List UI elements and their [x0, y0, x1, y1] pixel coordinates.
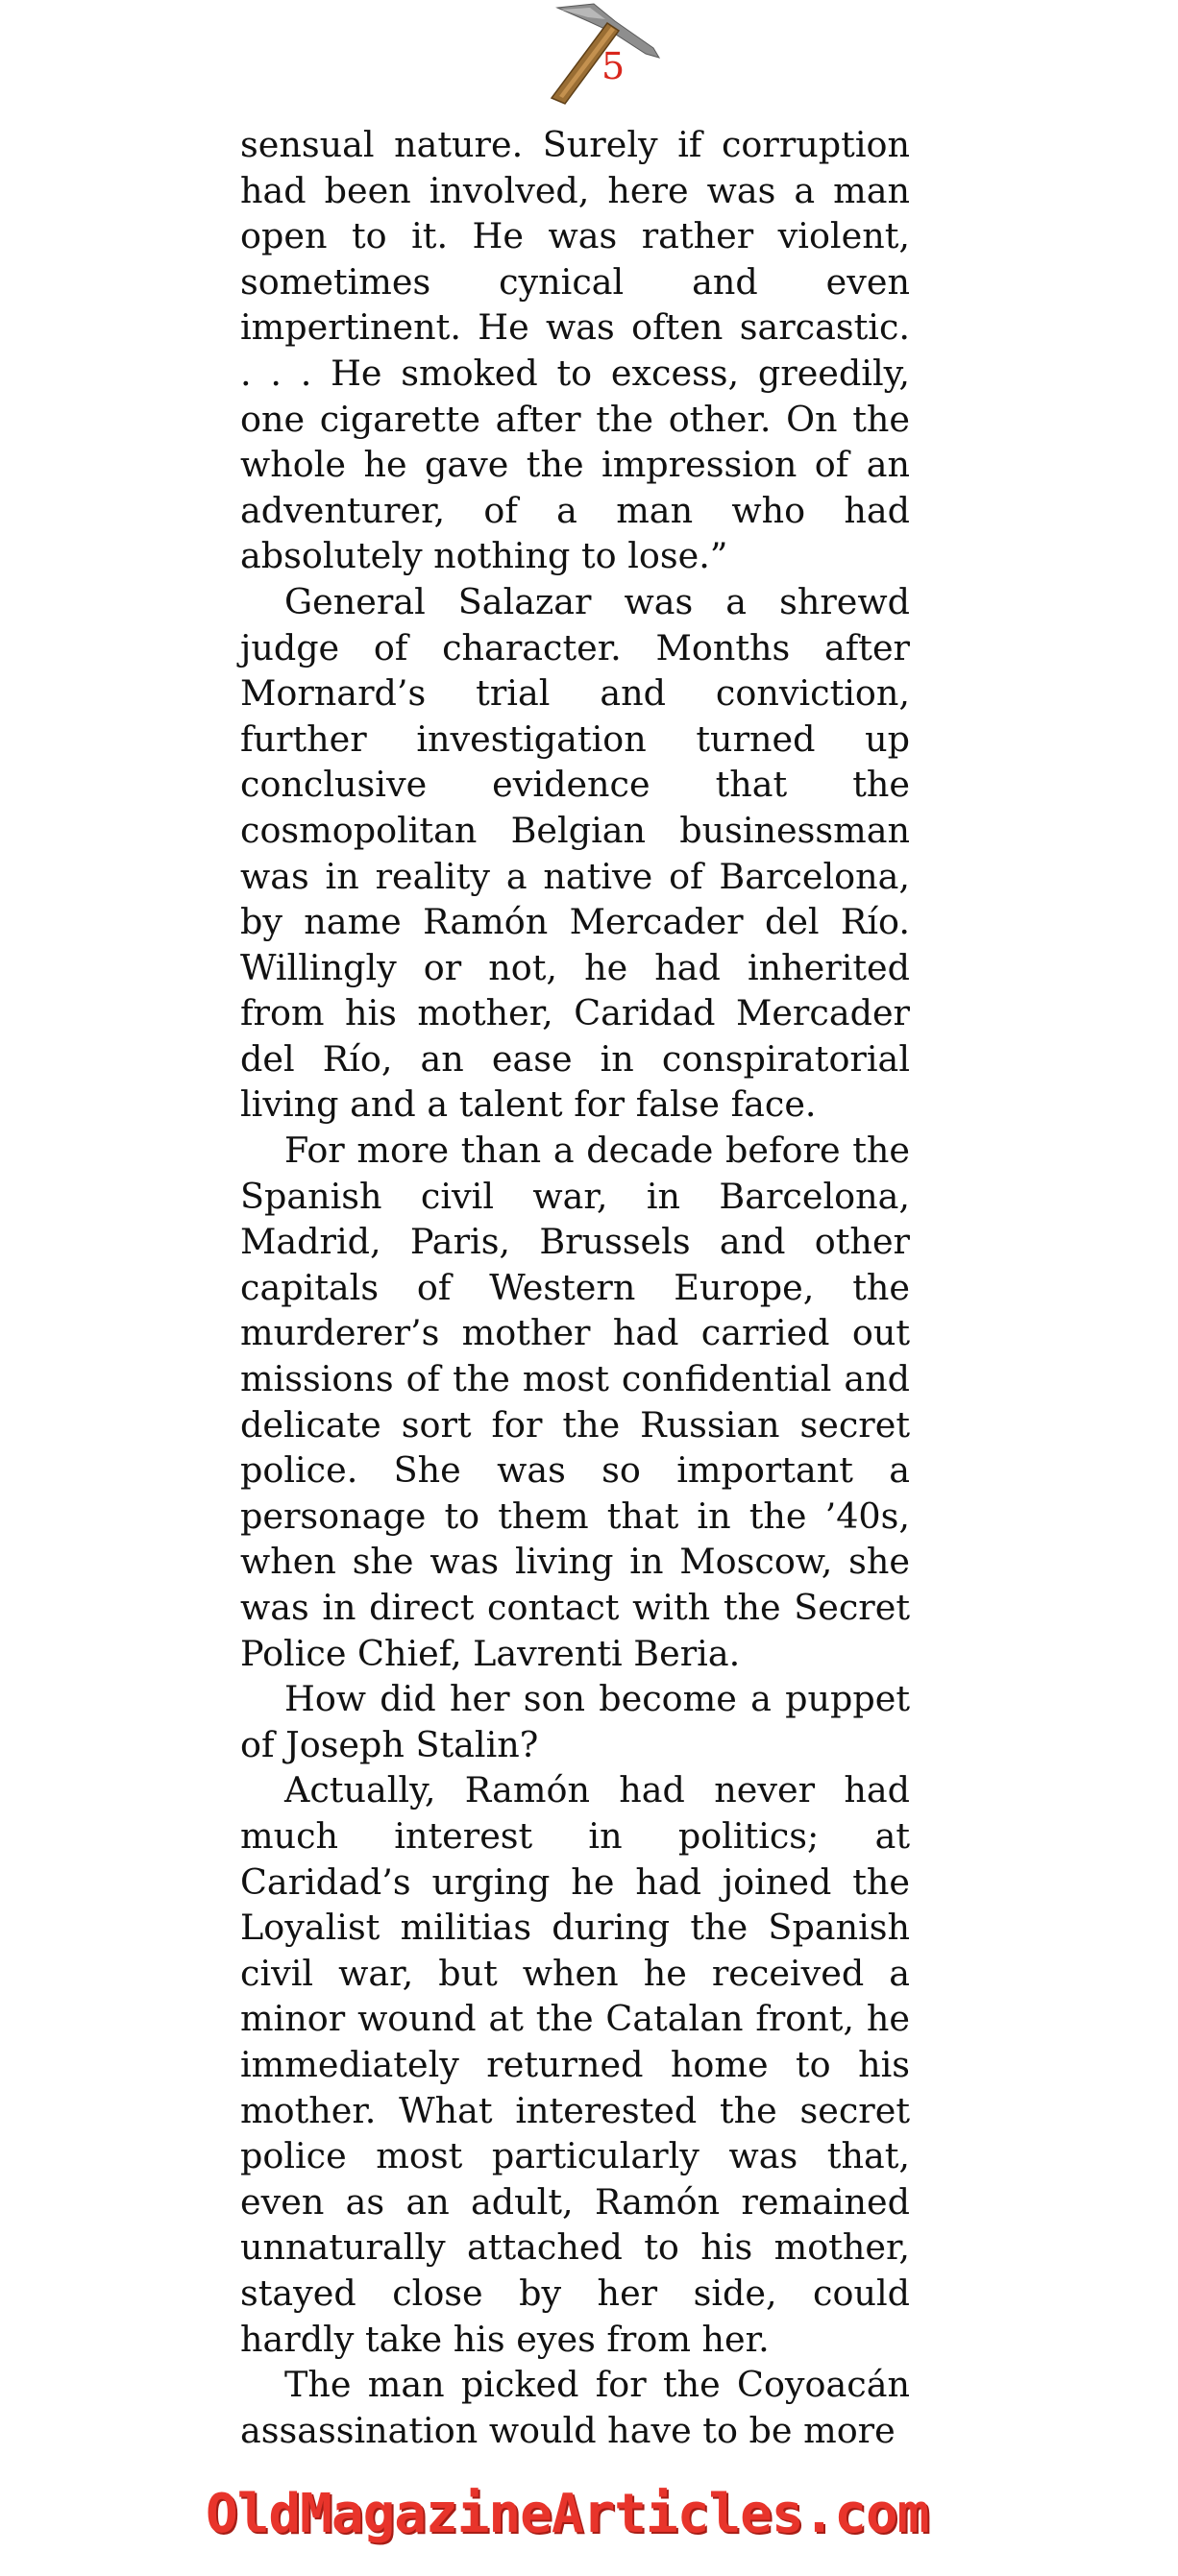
- paragraph: For more than a decade before the Spanish civil war, in Barcelona, Madrid, Paris, Brussels and other capitals of Western Europe, the murderer’s mother had carried out missions of the most confidential and delicate sort for the Russian secret police. She was so important a personage to them that in the ’40s, when she was living in Moscow, she was in direct contact with the Secret Police Chief, Lavrenti Beria.: [240, 1130, 910, 1674]
- paragraph: The man picked for the Coyoacán assassination would have to be more: [240, 2364, 910, 2451]
- article-body: [240, 122, 910, 2453]
- page-number: 5: [601, 45, 626, 87]
- paragraph: Actually, Ramón had never had much interest in politics; at Caridad’s urging he had joined the Loyalist militias during the Spanish civil war, but when he received a minor wound at the Catalan front, he immediately returned home to his mother. What interested the secret police most particularly was that, even as an adult, Ramón remained unnaturally attached to his mother, stayed close by her side, could hardly take his eyes from her.: [240, 1769, 910, 2360]
- site-watermark: OldMagazineArticles.com: [206, 2483, 929, 2545]
- paragraph: How did her son become a puppet of Joseph Stalin?: [240, 1678, 910, 1765]
- paragraph: sensual nature. Surely if corruption had been involved, here was a man open to it. He was rather violent, sometimes cynical and even impertinent. He was often sarcastic. . . . He smoked to excess, greedily, one cigarette after the other. On the whole he gave the impression of an adventurer, of a man who had absolutely nothing to lose.”: [240, 124, 910, 577]
- page-header: [538, 0, 692, 110]
- paragraph: General Salazar was a shrewd judge of character. Months after Mornard’s trial and conviction, further investigation turned up conclusive evidence that the cosmopolitan Belgian businessman was in reality a native of Barcelona, by name Ramón Mercader del Río. Willingly or not, he had inherited from his mother, Caridad Mercader del Río, an ease in conspiratorial living and a talent for false face.: [240, 580, 910, 1126]
